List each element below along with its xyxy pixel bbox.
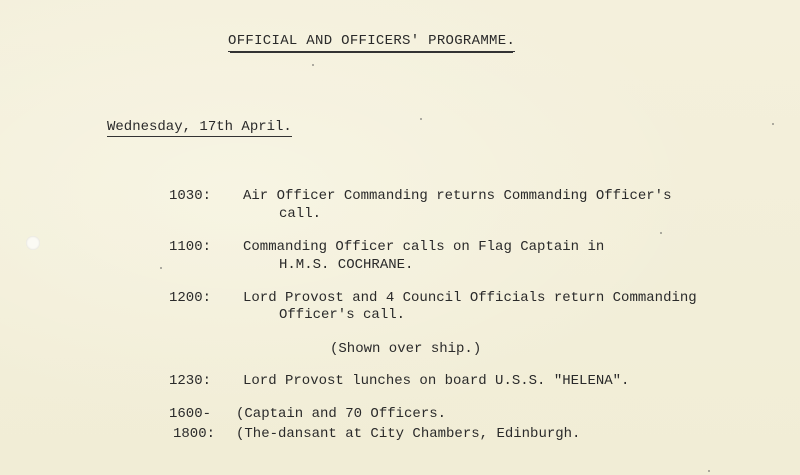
document-title: OFFICIAL AND OFFICERS' PROGRAMME. [228, 33, 515, 52]
entry-time-start: 1600- [168, 406, 211, 422]
entry-time: 1100: [168, 239, 211, 255]
entry-text-continuation: call. [279, 206, 322, 222]
entry-text: Lord Provost and 4 Council Officials return Commanding [243, 290, 697, 306]
paper-speck [772, 123, 774, 125]
ship-note: (Shown over ship.) [330, 341, 482, 357]
paper-speck [420, 118, 422, 120]
entry-time: 1200: [168, 290, 211, 306]
paper-speck [708, 470, 710, 472]
entry-text: (Captain and 70 Officers. [236, 406, 447, 422]
paper-speck [312, 64, 314, 66]
entry-text-continuation: H.M.S. COCHRANE. [279, 257, 414, 273]
date-heading: Wednesday, 17th April. [107, 119, 292, 135]
entry-time: 1230: [168, 373, 211, 389]
entry-text: Commanding Officer calls on Flag Captain in [243, 239, 605, 255]
entry-text-continuation: Officer's call. [279, 307, 406, 323]
entry-text: Lord Provost lunches on board U.S.S. "HELENA". [243, 373, 630, 389]
entry-text-continuation: (The-dansant at City Chambers, Edinburgh. [236, 426, 581, 442]
entry-text: Air Officer Commanding returns Commanding Officer's [243, 188, 672, 204]
entry-time: 1030: [168, 188, 211, 204]
entry-time-end: 1800: [172, 426, 215, 442]
paper-speck [160, 267, 162, 269]
paper-speck [660, 232, 662, 234]
punch-hole [26, 236, 40, 250]
